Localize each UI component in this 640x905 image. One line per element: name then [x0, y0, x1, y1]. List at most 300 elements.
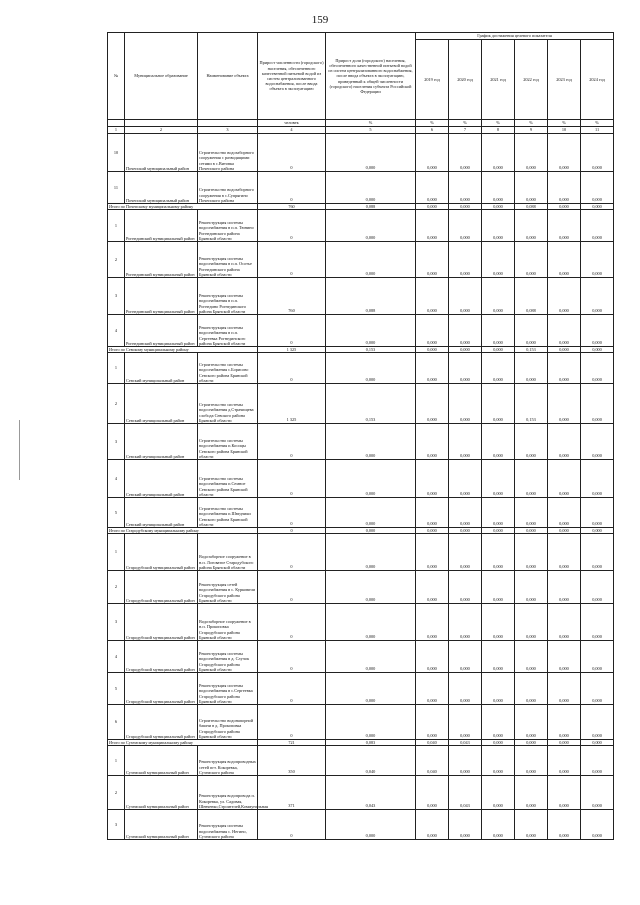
row-population: 0 — [258, 641, 326, 673]
row-object-name: Строительство системы водоснабжения с.Борисово Севского района Брянской области — [198, 353, 258, 384]
index-cell: 11 — [581, 127, 614, 134]
index-cell: 1 — [108, 127, 125, 134]
row-year-value: 0,000 — [416, 278, 449, 315]
row-year-value: 0,000 — [515, 571, 548, 604]
row-year-value: 0,000 — [482, 242, 515, 278]
row-year-value: 0,000 — [515, 172, 548, 204]
row-population: 0 — [258, 424, 326, 460]
row-year-value: 0,000 — [515, 776, 548, 810]
row-year-value: 0,000 — [581, 571, 614, 604]
row-object-name: Строительство системы водоснабжения п.Шведчики Севского района Брянской области — [198, 498, 258, 528]
row-year-value: 0,000 — [482, 571, 515, 604]
row-object-name: Строительство системы водоснабжения д.Страчищева слобода Севского района Брянской области — [198, 384, 258, 424]
row-year-value: 0,000 — [449, 315, 482, 347]
unit-percent: % — [449, 120, 482, 127]
row-share: 0,000 — [326, 810, 416, 840]
row-year-value: 0,000 — [449, 210, 482, 242]
row-number: 5 — [108, 673, 125, 705]
header-growth-share: Прирост доли (городского) населения, обеспеченного качественной питьевой водой из систем централизованного водоснабжения, после ввода объекта в эксплуатацию, приведенный к общей численности (городского) населения субъекта Российской Федерации — [326, 33, 416, 120]
table-row — [108, 278, 614, 315]
row-year-value: 0,000 — [416, 460, 449, 498]
row-year-value: 0,000 — [416, 604, 449, 641]
header-year: 2024 год — [581, 40, 614, 120]
row-year-value: 0,000 — [482, 353, 515, 384]
row-share: 0,000 — [326, 172, 416, 204]
table-row — [108, 810, 614, 840]
row-year-value: 0,000 — [482, 810, 515, 840]
row-year-value: 0,000 — [581, 673, 614, 705]
row-year-value: 0,000 — [515, 424, 548, 460]
row-object-name: Реконструкция сетей водоснабжения в с. Курковичи Стародубского района Брянской области — [198, 571, 258, 604]
total-year-value: 0,088 — [515, 204, 548, 210]
row-year-value: 0,000 — [581, 705, 614, 740]
row-share: 0,040 — [326, 746, 416, 776]
row-object-name: Реконструкция системы водоснабжения в п.п. Сергеевка Рогнединского района Брянской области — [198, 315, 258, 347]
row-year-value: 0,000 — [515, 641, 548, 673]
table-row — [108, 673, 614, 705]
row-year-value: 0,000 — [482, 673, 515, 705]
row-number: 6 — [108, 705, 125, 740]
row-year-value: 0,000 — [581, 242, 614, 278]
row-object-name: Реконструкция водопровода п. Кокоревка, ул. Садовая, Шевченко,Строителей,Коммунальная — [198, 776, 258, 810]
row-population: 0 — [258, 673, 326, 705]
row-number: 10 — [108, 134, 125, 172]
row-share: 0,000 — [326, 673, 416, 705]
row-number: 3 — [108, 604, 125, 641]
unit-percent: % — [515, 120, 548, 127]
total-year-value: 0,040 — [416, 740, 449, 746]
row-year-value: 0,000 — [548, 210, 581, 242]
table-row — [108, 353, 614, 384]
index-cell: 9 — [515, 127, 548, 134]
row-number: 4 — [108, 641, 125, 673]
table-row — [108, 424, 614, 460]
table-row — [108, 210, 614, 242]
row-object-name: Строительство водозаборного сооружения с разводящими сетями в с.Витовка Почепского района — [198, 134, 258, 172]
row-population: 0 — [258, 705, 326, 740]
table-body — [108, 33, 614, 840]
row-number: 5 — [108, 498, 125, 528]
row-share: 0,000 — [326, 571, 416, 604]
row-year-value: 0,000 — [416, 641, 449, 673]
row-year-value: 0,000 — [482, 460, 515, 498]
row-object-name: Реконструкция системы водоснабжения в п.п. Осотье Рогнединского района Брянской области — [198, 242, 258, 278]
row-year-value: 0,000 — [581, 353, 614, 384]
row-year-value: 0,000 — [581, 424, 614, 460]
row-municipality: Стародубский муниципальный район — [125, 604, 198, 641]
row-municipality: Почепский муниципальный район — [125, 172, 198, 204]
total-year-value: 0,000 — [416, 528, 449, 534]
index-cell: 3 — [198, 127, 258, 134]
total-share: 0,083 — [326, 740, 416, 746]
header-index-row — [108, 127, 614, 134]
row-share: 0,000 — [326, 460, 416, 498]
row-population: 0 — [258, 534, 326, 571]
row-year-value: 0,000 — [482, 498, 515, 528]
row-number: 1 — [108, 534, 125, 571]
row-year-value: 0,000 — [548, 134, 581, 172]
index-cell: 8 — [482, 127, 515, 134]
row-year-value: 0,000 — [515, 498, 548, 528]
row-number: 3 — [108, 424, 125, 460]
header-units-row — [108, 120, 614, 127]
row-year-value: 0,000 — [581, 746, 614, 776]
row-year-value: 0,000 — [581, 134, 614, 172]
unit-percent: % — [581, 120, 614, 127]
total-population: 1 325 — [258, 347, 326, 353]
row-year-value: 0,000 — [548, 424, 581, 460]
table-row — [108, 460, 614, 498]
row-number: 3 — [108, 278, 125, 315]
table-row — [108, 134, 614, 172]
row-share: 0,000 — [326, 353, 416, 384]
row-number: 1 — [108, 746, 125, 776]
row-year-value: 0,000 — [482, 746, 515, 776]
table-row — [108, 498, 614, 528]
row-share: 0,000 — [326, 210, 416, 242]
row-year-value: 0,000 — [449, 571, 482, 604]
row-number: 2 — [108, 776, 125, 810]
unit-people: человек — [258, 120, 326, 127]
row-year-value: 0,000 — [515, 210, 548, 242]
row-year-value: 0,043 — [449, 776, 482, 810]
row-municipality: Почепский муниципальный район — [125, 134, 198, 172]
table-row — [108, 746, 614, 776]
header-municipality: Муниципальное образование — [125, 33, 198, 120]
row-population: 0 — [258, 498, 326, 528]
total-year-value: 0,043 — [449, 740, 482, 746]
row-year-value: 0,000 — [548, 498, 581, 528]
table-row — [108, 534, 614, 571]
row-number: 2 — [108, 384, 125, 424]
row-object-name: Реконструкция системы водоснабжения с. Негино, Суземского района — [198, 810, 258, 840]
row-population: 0 — [258, 242, 326, 278]
row-year-value: 0,000 — [515, 460, 548, 498]
row-year-value: 0,000 — [482, 705, 515, 740]
row-year-value: 0,000 — [449, 498, 482, 528]
row-year-value: 0,000 — [416, 172, 449, 204]
row-population: 0 — [258, 210, 326, 242]
row-population: 1 325 — [258, 384, 326, 424]
row-population: 350 — [258, 746, 326, 776]
row-year-value: 0,000 — [449, 172, 482, 204]
unit-percent: % — [482, 120, 515, 127]
row-year-value: 0,000 — [548, 242, 581, 278]
row-year-value: 0,000 — [416, 134, 449, 172]
row-object-name: Реконструкция водопроводных сетей пгт. Кокоревка, Суземского района — [198, 746, 258, 776]
total-year-value: 0,000 — [416, 347, 449, 353]
index-cell: 4 — [258, 127, 326, 134]
margin-mark — [19, 420, 20, 480]
row-municipality: Рогнединский муниципальный район — [125, 278, 198, 315]
table-row — [108, 571, 614, 604]
row-year-value: 0,000 — [449, 641, 482, 673]
row-object-name: Реконструкция системы водоснабжения в д. Случок Стародубского района Брянской области — [198, 641, 258, 673]
table-row — [108, 384, 614, 424]
total-year-value: 0,000 — [548, 347, 581, 353]
row-share: 0,088 — [326, 278, 416, 315]
row-municipality: Севский муниципальный район — [125, 498, 198, 528]
row-year-value: 0,000 — [515, 810, 548, 840]
row-share: 0,000 — [326, 604, 416, 641]
row-object-name: Водозаборное сооружение в н.п. Прокоповка Стародубского района Брянской области — [198, 604, 258, 641]
row-population: 371 — [258, 776, 326, 810]
row-year-value: 0,000 — [548, 641, 581, 673]
total-year-value: 0,000 — [416, 204, 449, 210]
header-schedule-title: График достижения целевого показателя — [416, 33, 614, 40]
row-year-value: 0,000 — [449, 134, 482, 172]
row-year-value: 0,000 — [548, 172, 581, 204]
row-number: 1 — [108, 353, 125, 384]
row-number: 3 — [108, 810, 125, 840]
row-number: 11 — [108, 172, 125, 204]
total-year-value: 0,000 — [449, 204, 482, 210]
row-municipality: Стародубский муниципальный район — [125, 534, 198, 571]
total-year-value: 0,000 — [548, 204, 581, 210]
row-object-name: Строительство системы водоснабжения п.Семное Севского района Брянской области — [198, 460, 258, 498]
header-year: 2019 год — [416, 40, 449, 120]
row-year-value: 0,000 — [482, 424, 515, 460]
row-year-value: 0,000 — [581, 460, 614, 498]
row-population: 0 — [258, 810, 326, 840]
row-population: 0 — [258, 460, 326, 498]
row-population: 0 — [258, 604, 326, 641]
row-municipality: Севский муниципальный район — [125, 424, 198, 460]
total-year-value: 0,000 — [581, 347, 614, 353]
row-year-value: 0,000 — [548, 673, 581, 705]
row-year-value: 0,000 — [581, 534, 614, 571]
total-label: Итого по Севскому муниципальному району — [108, 347, 258, 353]
row-year-value: 0,000 — [416, 534, 449, 571]
row-year-value: 0,000 — [548, 746, 581, 776]
row-year-value: 0,000 — [515, 746, 548, 776]
row-year-value: 0,000 — [548, 315, 581, 347]
row-year-value: 0,000 — [482, 534, 515, 571]
total-year-value: 0,000 — [449, 347, 482, 353]
row-municipality: Стародубский муниципальный район — [125, 641, 198, 673]
row-year-value: 0,000 — [482, 776, 515, 810]
row-population: 0 — [258, 315, 326, 347]
row-year-value: 0,000 — [482, 384, 515, 424]
index-cell: 2 — [125, 127, 198, 134]
row-year-value: 0,000 — [449, 384, 482, 424]
header-no: № — [108, 33, 125, 120]
row-share: 0,000 — [326, 242, 416, 278]
row-year-value: 0,000 — [548, 534, 581, 571]
total-year-value: 0,000 — [515, 740, 548, 746]
row-year-value: 0,000 — [581, 641, 614, 673]
row-share: 0,000 — [326, 134, 416, 172]
row-municipality: Стародубский муниципальный район — [125, 705, 198, 740]
row-year-value: 0,000 — [581, 384, 614, 424]
row-municipality: Севский муниципальный район — [125, 384, 198, 424]
header-row-group — [108, 33, 614, 40]
total-population: 721 — [258, 740, 326, 746]
row-year-value: 0,000 — [581, 604, 614, 641]
target-schedule-table — [107, 32, 614, 840]
total-year-value: 0,000 — [548, 740, 581, 746]
row-number: 4 — [108, 460, 125, 498]
target-schedule-table-wrapper — [107, 32, 613, 840]
row-number: 4 — [108, 315, 125, 347]
total-population: 760 — [258, 204, 326, 210]
index-cell: 5 — [326, 127, 416, 134]
table-row — [108, 641, 614, 673]
unit-cell — [125, 120, 198, 127]
table-row — [108, 604, 614, 641]
row-year-value: 0,000 — [416, 498, 449, 528]
row-year-value: 0,000 — [515, 705, 548, 740]
row-year-value: 0,000 — [581, 278, 614, 315]
row-year-value: 0,000 — [449, 353, 482, 384]
row-share: 0,000 — [326, 315, 416, 347]
header-object: Наименование объекта — [198, 33, 258, 120]
unit-percent: % — [548, 120, 581, 127]
table-row — [108, 315, 614, 347]
row-share: 0,000 — [326, 534, 416, 571]
header-year: 2020 год — [449, 40, 482, 120]
row-municipality: Севский муниципальный район — [125, 460, 198, 498]
row-year-value: 0,000 — [416, 673, 449, 705]
row-year-value: 0,000 — [515, 134, 548, 172]
row-year-value: 0,000 — [449, 534, 482, 571]
row-year-value: 0,000 — [416, 353, 449, 384]
table-row — [108, 242, 614, 278]
row-object-name: Строительство водозаборного сооружения в с.Супрягино Почепского района — [198, 172, 258, 204]
row-year-value: 0,000 — [482, 172, 515, 204]
row-year-value: 0,000 — [548, 384, 581, 424]
row-share: 0,000 — [326, 641, 416, 673]
total-label: Итого по Почепскому муниципальному району — [108, 204, 258, 210]
row-year-value: 0,000 — [581, 776, 614, 810]
row-year-value: 0,000 — [416, 242, 449, 278]
unit-percent: % — [326, 120, 416, 127]
row-year-value: 0,000 — [548, 776, 581, 810]
row-municipality: Рогнединский муниципальный район — [125, 210, 198, 242]
row-municipality: Стародубский муниципальный район — [125, 673, 198, 705]
row-population: 0 — [258, 571, 326, 604]
row-year-value: 0,000 — [449, 705, 482, 740]
row-year-value: 0,000 — [416, 810, 449, 840]
table-row — [108, 776, 614, 810]
header-year: 2022 год — [515, 40, 548, 120]
total-year-value: 0,153 — [515, 347, 548, 353]
row-year-value: 0,000 — [548, 810, 581, 840]
row-year-value: 0,000 — [548, 278, 581, 315]
row-population: 0 — [258, 134, 326, 172]
row-year-value: 0,000 — [416, 424, 449, 460]
total-year-value: 0,000 — [482, 528, 515, 534]
row-year-value: 0,040 — [416, 746, 449, 776]
row-year-value: 0,000 — [416, 315, 449, 347]
index-cell: 6 — [416, 127, 449, 134]
row-year-value: 0,000 — [449, 460, 482, 498]
unit-percent: % — [416, 120, 449, 127]
total-year-value: 0,000 — [548, 528, 581, 534]
unit-cell — [198, 120, 258, 127]
row-year-value: 0,000 — [515, 242, 548, 278]
row-year-value: 0,000 — [482, 278, 515, 315]
total-year-value: 0,000 — [482, 740, 515, 746]
row-year-value: 0,088 — [515, 278, 548, 315]
index-cell: 10 — [548, 127, 581, 134]
header-year: 2021 год — [482, 40, 515, 120]
row-number: 1 — [108, 210, 125, 242]
row-year-value: 0,000 — [416, 210, 449, 242]
row-year-value: 0,000 — [482, 210, 515, 242]
row-year-value: 0,000 — [581, 315, 614, 347]
row-year-value: 0,000 — [548, 705, 581, 740]
row-municipality: Суземский муниципальный район — [125, 776, 198, 810]
row-share: 0,000 — [326, 498, 416, 528]
header-year: 2023 год — [548, 40, 581, 120]
total-year-value: 0,000 — [581, 740, 614, 746]
row-object-name: Реконструкция системы водоснабжения в п.п. Рогнедино Рогнединского района Брянской области — [198, 278, 258, 315]
header-growth-population: Прирост численности (городского) населения, обеспеченного качественной питьевой водой из систем централизованного водоснабжения, после ввода объекта в эксплуатацию — [258, 33, 326, 120]
total-year-value: 0,000 — [482, 347, 515, 353]
row-year-value: 0,000 — [482, 641, 515, 673]
row-share: 0,043 — [326, 776, 416, 810]
total-share: 0,153 — [326, 347, 416, 353]
row-share: 0,000 — [326, 424, 416, 460]
row-object-name: Водозаборное сооружение в н.п. Логоватое Стародубского района Брянской области — [198, 534, 258, 571]
table-row — [108, 705, 614, 740]
row-year-value: 0,000 — [581, 210, 614, 242]
row-year-value: 0,000 — [416, 384, 449, 424]
total-year-value: 0,000 — [482, 204, 515, 210]
row-municipality: Рогнединский муниципальный район — [125, 242, 198, 278]
row-year-value: 0,000 — [449, 278, 482, 315]
total-share: 0,000 — [326, 528, 416, 534]
row-year-value: 0,153 — [515, 384, 548, 424]
row-year-value: 0,000 — [581, 810, 614, 840]
total-label: Итого по Стародубскому муниципальному району — [108, 528, 258, 534]
row-number: 2 — [108, 242, 125, 278]
row-year-value: 0,000 — [482, 604, 515, 641]
index-cell: 7 — [449, 127, 482, 134]
total-label: Итого по Суземскому муниципальному району — [108, 740, 258, 746]
row-year-value: 0,000 — [548, 571, 581, 604]
row-year-value: 0,000 — [416, 705, 449, 740]
row-population: 0 — [258, 353, 326, 384]
row-object-name: Реконструкция системы водоснабжения в с.Сергеевка Стародубского района Брянской области — [198, 673, 258, 705]
row-object-name: Строительство водонапорной башни в д. Прокоповка Стародубского района Брянской области — [198, 705, 258, 740]
row-year-value: 0,000 — [449, 242, 482, 278]
row-year-value: 0,000 — [581, 498, 614, 528]
row-year-value: 0,000 — [449, 746, 482, 776]
row-year-value: 0,000 — [449, 424, 482, 460]
row-municipality: Рогнединский муниципальный район — [125, 315, 198, 347]
row-object-name: Реконструкция системы водоснабжения в п.п. Тюнино Рогнединского района Брянской области — [198, 210, 258, 242]
row-municipality: Севский муниципальный район — [125, 353, 198, 384]
row-year-value: 0,000 — [515, 673, 548, 705]
row-share: 0,000 — [326, 705, 416, 740]
total-population: 0 — [258, 528, 326, 534]
row-municipality: Стародубский муниципальный район — [125, 571, 198, 604]
row-year-value: 0,000 — [449, 810, 482, 840]
row-population: 760 — [258, 278, 326, 315]
row-number: 2 — [108, 571, 125, 604]
row-share: 0,153 — [326, 384, 416, 424]
row-year-value: 0,000 — [482, 134, 515, 172]
row-municipality: Суземский муниципальный район — [125, 746, 198, 776]
total-year-value: 0,000 — [449, 528, 482, 534]
row-year-value: 0,000 — [449, 673, 482, 705]
row-year-value: 0,000 — [548, 460, 581, 498]
row-year-value: 0,000 — [515, 353, 548, 384]
row-year-value: 0,000 — [416, 571, 449, 604]
row-year-value: 0,000 — [416, 776, 449, 810]
